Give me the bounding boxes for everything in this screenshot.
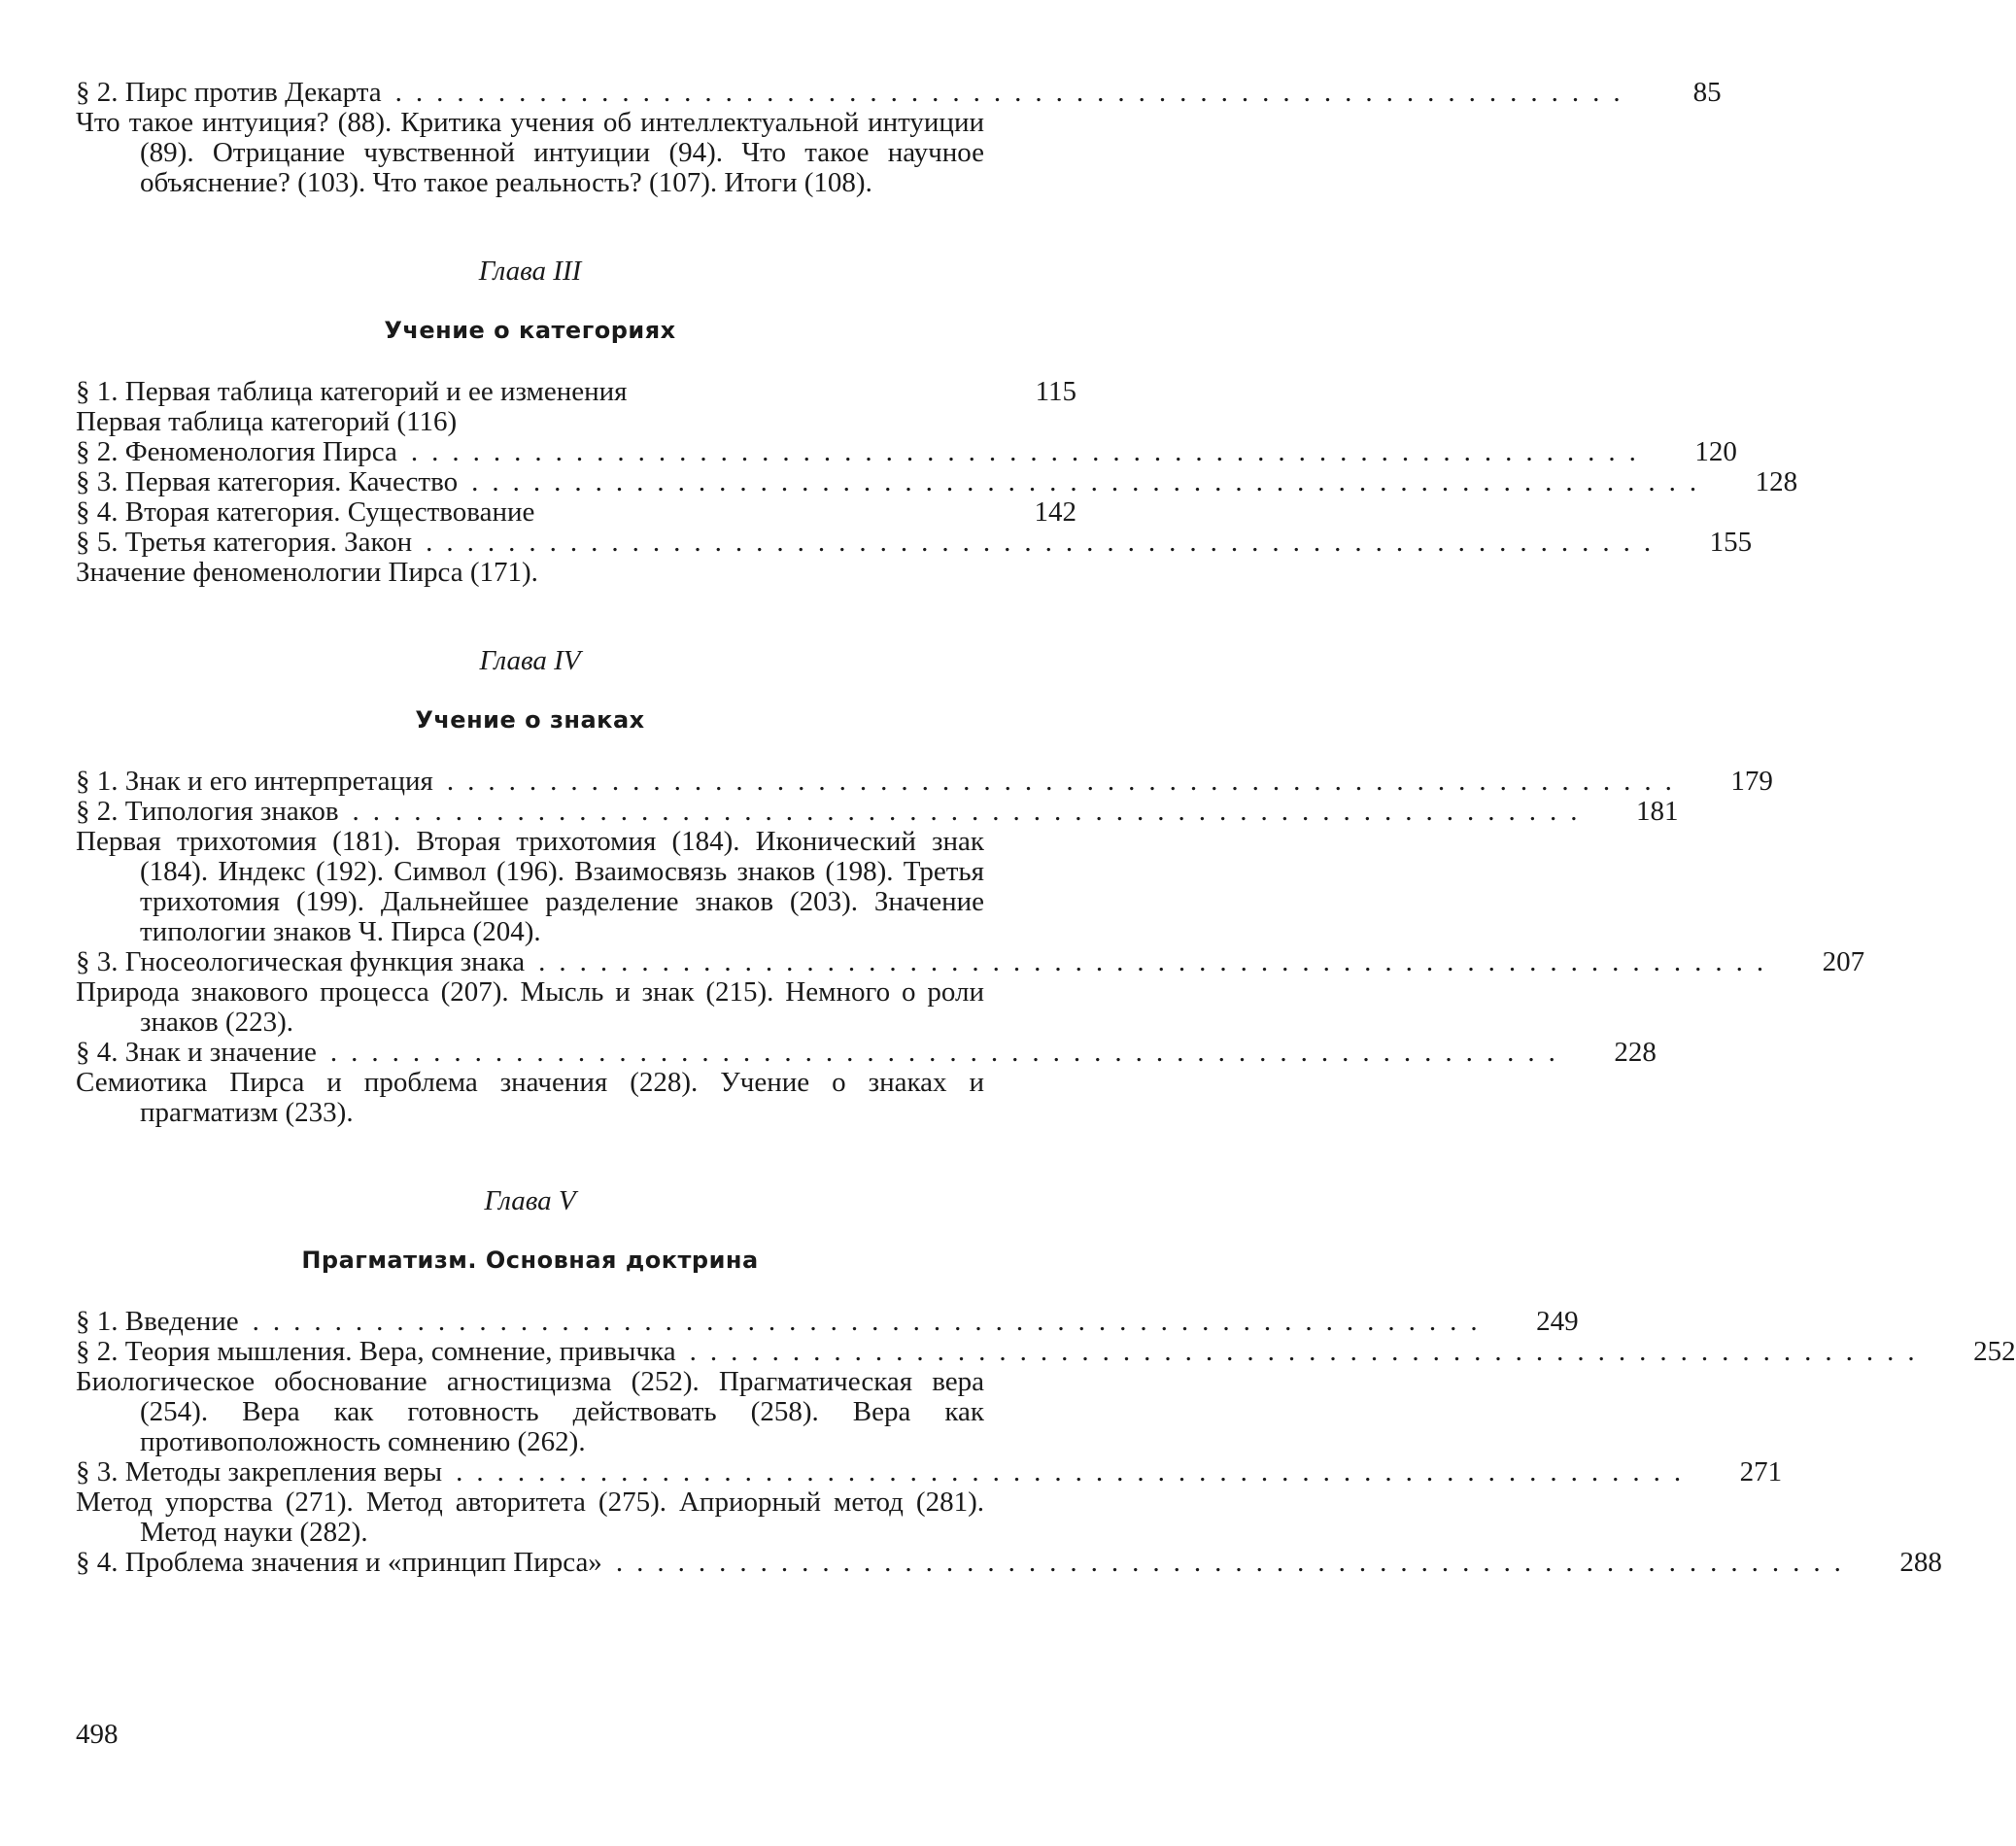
toc-page-number: 207 — [1822, 946, 1865, 977]
chapter-label: Глава V — [484, 1185, 576, 1216]
dot-leader: ............................................................ — [352, 796, 1591, 827]
chapter-title: Учение о знаках — [415, 706, 645, 734]
toc-entry-title: § 2. Типология знаков — [76, 796, 339, 827]
toc-entry — [76, 1456, 1783, 1487]
toc-entry-title: § 1. Знак и его интерпретация — [76, 766, 433, 797]
toc-entry-title: § 4. Проблема значения и «принцип Пирса» — [76, 1547, 602, 1578]
toc-page-number: 85 — [1692, 77, 1722, 108]
toc-page-number: 249 — [1536, 1306, 1579, 1337]
dot-leader: ............................................................ — [615, 1547, 1855, 1578]
toc-entry — [76, 1306, 1579, 1337]
toc-page-number: 115 — [1035, 376, 1076, 407]
toc-entry — [76, 436, 1737, 467]
toc-entry-title: § 2. Пирс против Декарта — [76, 77, 382, 108]
toc-page-number: 155 — [1709, 527, 1753, 558]
table-of-contents — [76, 77, 2016, 1578]
chapter-label: Глава III — [478, 256, 582, 287]
toc-entry — [76, 1037, 1657, 1068]
toc-entry — [76, 377, 1076, 407]
toc-entry — [76, 796, 1679, 827]
toc-entry-title: § 5. Третья категория. Закон — [76, 527, 413, 558]
chapter-title: Учение о категориях — [384, 317, 676, 344]
toc-entry-title: § 4. Вторая категория. Существование — [76, 496, 535, 528]
dot-leader: ............................................................ — [410, 436, 1650, 467]
toc-entry — [76, 497, 1076, 528]
toc-page-number: 120 — [1694, 436, 1737, 467]
toc-subtopics: Первая трихотомия (181). Вторая трихотомия (184). Иконический знак (184). Индекс (192). Символ (196). Взаимосвязь знаков (198). Третья трихотомия (199). Дальнейшее разделение знаков (203). Значение типологии знаков Ч. Пирса (204). — [76, 826, 984, 947]
page-number: 498 — [76, 1719, 119, 1750]
dot-leader: ............................................................ — [471, 466, 1711, 497]
toc-page-number: 179 — [1730, 766, 1773, 797]
toc-entry — [76, 766, 1773, 797]
toc-entry-title: § 1. Первая таблица категорий и ее изменения — [76, 376, 628, 407]
toc-subtopics: Что такое интуиция? (88). Критика учения об интеллектуальной интуиции (89). Отрицание чувственной интуиции (94). Что такое научное объяснение? (103). Что такое реальность? (107). Итоги (108). — [76, 107, 984, 198]
toc-subtopics: Природа знакового процесса (207). Мысль и знак (215). Немного о роли знаков (223). — [76, 976, 984, 1038]
dot-leader: ............................................................ — [329, 1037, 1569, 1068]
toc-page-number: 128 — [1755, 466, 1798, 497]
toc-page-number: 271 — [1739, 1456, 1783, 1487]
toc-entry — [76, 1547, 1942, 1578]
dot-leader: ............................................................ — [446, 766, 1686, 797]
toc-entry — [76, 1336, 2016, 1367]
toc-page-number: 288 — [1899, 1547, 1942, 1578]
dot-leader: ............................................................ — [538, 946, 1778, 977]
toc-entry-title: § 3. Методы закрепления веры — [76, 1456, 443, 1487]
toc-entry-title: § 2. Теория мышления. Вера, сомнение, привычка — [76, 1336, 676, 1367]
dot-leader: ............................................................ — [689, 1336, 1929, 1367]
toc-page-number: 181 — [1636, 796, 1679, 827]
toc-entry-title: § 3. Первая категория. Качество — [76, 466, 459, 497]
toc-entry-title: § 2. Феноменология Пирса — [76, 436, 397, 467]
toc-entry-title: § 3. Гносеологическая функция знака — [76, 946, 526, 977]
toc-subtopics: Биологическое обоснование агностицизма (252). Прагматическая вера (254). Вера как готовность действовать (258). Вера как противоположность сомнению (262). — [76, 1366, 984, 1457]
chapter-title: Прагматизм. Основная доктрина — [301, 1247, 759, 1274]
toc-page-number: 228 — [1614, 1037, 1657, 1068]
toc-entry — [76, 77, 1722, 108]
toc-subtopics: Значение феноменологии Пирса (171). — [76, 557, 538, 588]
toc-entry — [76, 466, 1798, 497]
toc-page-number: 142 — [1034, 496, 1076, 528]
toc-entry-title: § 1. Введение — [76, 1306, 239, 1337]
dot-leader: ............................................................ — [456, 1456, 1695, 1487]
toc-subtopics: Метод упорства (271). Метод авторитета (275). Априорный метод (281). Метод науки (282). — [76, 1487, 984, 1548]
dot-leader: ............................................................ — [426, 527, 1665, 558]
toc-entry — [76, 946, 1865, 977]
toc-entry — [76, 527, 1753, 558]
toc-entry-title: § 4. Знак и значение — [76, 1037, 317, 1068]
toc-subtopics: Семиотика Пирса и проблема значения (228). Учение о знаках и прагматизм (233). — [76, 1067, 984, 1128]
dot-leader: ............................................................ — [252, 1306, 1491, 1337]
dot-leader: ............................................................ — [394, 77, 1634, 108]
toc-page-number: 252 — [1973, 1336, 2016, 1367]
chapter-label: Глава IV — [479, 645, 581, 676]
toc-subtopics: Первая таблица категорий (116) — [76, 406, 458, 437]
